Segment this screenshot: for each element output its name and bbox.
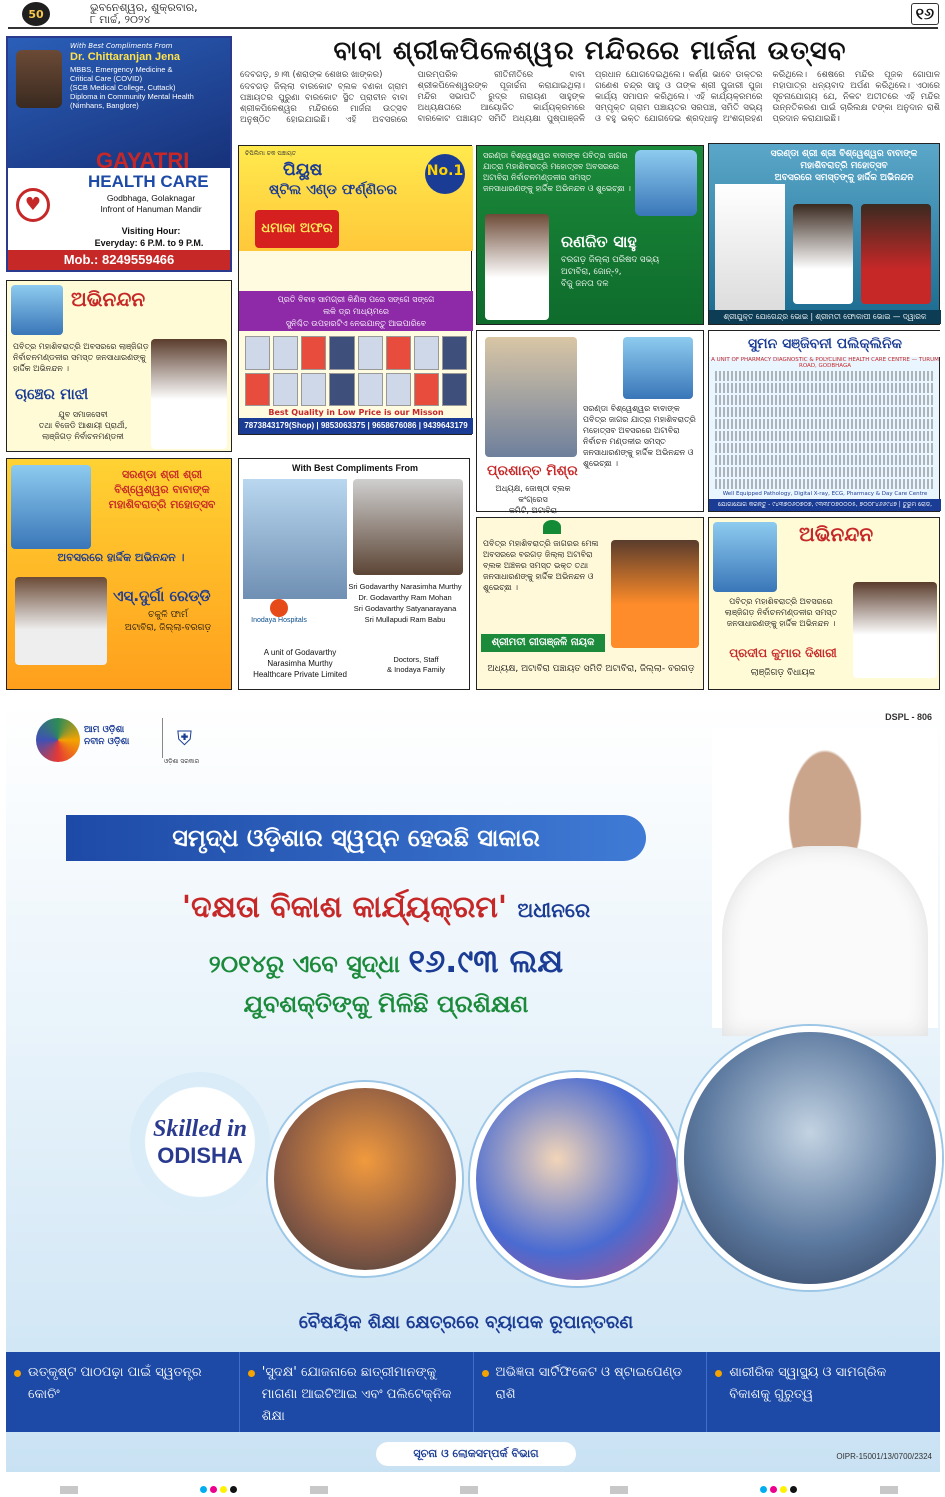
inodaya-heading: With Best Compliments From [292,463,418,473]
news-body [240,70,940,140]
doctor-qual: (Nimhans, Banglore) [70,101,139,110]
designation-line: ଲାଞ୍ଜିଗଡ଼ ନିର୍ବାଚନମଣ୍ଡଳୀ [42,432,124,441]
feature-text: 'ସୁଦକ୍ଷ' ଯୋଜନାରେ ଛାତ୍ରୀମାନଙ୍କୁ ମାଗଣା ଆଇଟିଆଇ ଏବଂ ପଲିଟେକ୍ନିକ ଶିକ୍ଷା [261,1365,452,1424]
black-dot [230,1486,237,1493]
durga-name: ଏସ୍.ଦୁର୍ଗା ରେଡ୍ଡି [113,587,211,605]
product-image [414,373,439,407]
product-image [245,336,270,370]
ranjit-message: ସରଣ୍ଡା ବିଶ୍ୱେଶ୍ୱର ବାବାଙ୍କ ପବିତ୍ର ଜାଗର ଯାତ୍ରା ମହାଶିବରାତ୍ରି ମହୋତ୍ସବ ଅବସରରେ ଅଟାବିରା ନିର୍ବାଚନମଣ୍ଡଳୀର ସମସ୍ତ ଜନସାଧାରଣଙ୍କୁ ହାର୍ଦ୍ଦିକ ଅଭିନନ୍ଦନ ଓ ଶୁଭେଚ୍ଛା । [483,151,631,193]
doctor-photo [16,50,62,108]
heart-logo-icon: ♥ [16,188,50,222]
registration-mark [60,1486,78,1494]
page-number: ୧୬ [911,3,939,25]
inodaya-unit-line: Narasimha Murthy [267,659,333,668]
durga-message-2: ଅବସରରେ ହାର୍ଦ୍ଦିକ ଅଭିନନ୍ଦନ । [57,551,185,564]
feature-text: ଶାରୀରିକ ସ୍ୱାସ୍ଥ୍ୟ ଓ ସାମଗ୍ରିକ ବିକାଶକୁ ଗୁରୁତ୍ୱ [729,1365,887,1402]
couple-photo-wife [861,204,931,304]
designation-line: ଅଟାବିରା, ଜୋନ୍-୨, [561,267,622,277]
clinic-contact: ଯୋଗାଯୋଗ କରନ୍ତୁ - ୯୪୩୭୦୬୦୭୦୭, ୯୩୩୮୦୭୦୦୦୫, ୭୦୦୮୪୬୬୯୪୭ | ତୁରୁମ ରୋଡ, [709,499,941,511]
inodaya-logo [249,599,309,639]
doctor-list-row [715,431,935,441]
bullet-icon [482,1370,489,1377]
clinic-mobile: Mob.: 8249559466 [8,250,230,270]
furniture-title: ପିୟୁଷ [283,160,323,180]
product-image [442,336,467,370]
inodaya-unit-line: A unit of Godavarthy [263,648,337,657]
ranjit-designation [561,254,701,290]
product-image [273,373,298,407]
temple-image [715,184,785,312]
doctor-qual: (SCB Medical College, Cuttack) [70,83,176,92]
temple-heading [749,148,939,184]
lucky-draw-line: ପ୍ରତି ବିବାହ ସାମଗ୍ରୀ କିଣିଲା ପରେ ସଙ୍ଗେ ସଙ୍ଗେ [277,295,435,304]
lucky-draw-band [239,291,473,331]
furniture-location: ଚିପିଲିମା ଚକ ପଞ୍ଚାୟତ [245,150,297,157]
transform-heading: ବୈଷୟିକ ଶିକ୍ଷା କ୍ଷେତ୍ରରେ ବ୍ୟାପକ ରୂପାନ୍ତରଣ [298,1312,634,1333]
pradip-message: ପବିତ୍ର ମହାଶିବରାତ୍ରି ଅବସରରେ ଲାଞ୍ଜିଗଡ଼ ନିର୍ବାଚନମଣ୍ଡଳୀର ସମସ୍ତ ଜନସାଧାରଣଙ୍କୁ ହାର୍ଦ୍ଦିକ ଅଭିନନ୍ଦନ । [724,597,838,628]
product-grid [245,336,467,406]
durga-designation [107,609,229,635]
lucky-draw-line: ଲକି ଡ୍ର ମାଧ୍ୟମରେ [323,307,389,316]
inodaya-name: Sri Godavarthy Narasimha Murthy [348,582,462,591]
party-logo-icon [543,520,561,534]
doctor-list-row [715,371,935,381]
chancher-designation [13,409,153,442]
dateline [90,2,198,26]
clinic-address-line: Infront of Hanuman Mandir [100,204,202,214]
product-image [329,373,354,407]
masthead-strip [0,0,945,28]
ad-durga-reddy [6,458,232,690]
ranjit-photo [485,214,549,320]
shiva-image [635,150,697,216]
brand-text [84,724,129,748]
product-image [386,336,411,370]
header-rule [8,27,938,29]
clinic-address [68,193,234,215]
designation-line: ଯୁବ ସମାଜସେବୀ [58,410,108,419]
feature-text: ଉତ୍କୃଷ୍ଟ ପାଠପଢ଼ା ପାଇଁ ସ୍ୱତନ୍ତ୍ର କୋଚିଂ [28,1365,202,1402]
ad-prasant-mishra [476,330,704,515]
prasant-designation [485,483,581,516]
scheme-headline [66,890,706,925]
shiva-image [11,285,63,335]
training-photo-2 [470,1072,684,1286]
ama-odisha-brand [36,712,226,768]
registration-mark [880,1486,898,1494]
feature-item [6,1352,240,1432]
furniture-phones: 7873843179(Shop) | 9853063375 | 9658676086 | 9439643179 [239,418,473,434]
gitanjali-photo [611,540,699,648]
prasant-message: ସରଣ୍ଡା ବିଶ୍ୱେଶ୍ୱର ବାବାଙ୍କ ପବିତ୍ର ଜାଗର ଯାତ୍ରା ମହାଶିବରାତ୍ରି ମହୋତ୍ସବ ଅବସରରେ ଅଟାବିରା ନିର୍ବାଚନ ମଣ୍ଡଳୀର ସମସ୍ତ ଜନସାଧାରଣଙ୍କୁ ହାର୍ଦ୍ଦିକ ଅଭିନନ୍ଦନ ଓ ଶୁଭେଚ୍ଛା । [583,404,696,468]
scheme-line3: ଯୁବଶକ୍ତିଙ୍କୁ ମିଳିଛି ପ୍ରଶିକ୍ଷଣ [243,990,529,1018]
clinic-name-line1: GAYATRI [96,148,190,173]
training-photo-3 [678,1026,942,1290]
visiting-hour-label: Visiting Hour: [121,226,181,236]
clinic-address-line: Godbhaga, Golaknagar [106,193,196,203]
clinic-subtitle: A UNIT OF PHARMACY DIAGNOSTIC & POLYCLINIC HEALTH CARE CENTRE — TURUM ROAD, GODBHAGA [711,357,939,369]
brand-line: ନବୀନ ଓଡ଼ିଶା [84,737,130,747]
prasant-name: ପ୍ରଶାନ୍ତ ମିଶ୍ର [487,463,578,479]
inodaya-logo-text: Inodaya Hospitals [251,617,307,624]
inodaya-name: Sri Godavarthy Satyanarayana [353,604,457,613]
gitanjali-name: ଶ୍ରୀମତୀ ଗୀତାଞ୍ଜଳି ନାୟକ [481,634,605,652]
doctor-compliments: With Best Compliments From [70,42,173,50]
no1-badge: No.1 [425,154,465,194]
gitanjali-designation: ଅଧ୍ୟକ୍ଷ, ଅଟାବିରା ପଞ୍ଚାୟତ ସମିତି ଅଟାବିରା, ଜିଲ୍ଲା- ବରଗଡ଼ [487,664,695,674]
doctor-list-row [715,407,935,417]
scheme-name: 'ଦକ୍ଷତା ବିକାଶ କାର୍ଯ୍ୟକ୍ରମ' [181,890,508,925]
designation-line: ଅଟାବିରା, ଜିଲ୍ଲା-ବରଗଡ଼ [124,623,212,633]
doctor-qual: Critical Care (COVID) [70,74,143,83]
scheme-under: ଅଧୀନରେ [517,898,591,922]
chancher-message: ପବିତ୍ର ମହାଶିବରାତ୍ରି ଅବସରରେ ଲାଞ୍ଜିଗଡ଼ ନିର୍ବାଚନମଣ୍ଡଳୀର ସମସ୍ତ ଜନସାଧାରଣଙ୍କୁ ହାର୍ଦ୍ଦିକ ଅଭିନନ୍ଦନ । [13,342,149,373]
chancher-name: ଚାଞ୍ଚେର ମାଝୀ [15,385,89,403]
designation-line: ଅଧ୍ୟକ୍ଷ, ଜୋଷ୍ଠୀ ବ୍ଲକ କଂଗ୍ରେସ [495,484,571,504]
doctor-list-row [715,467,935,477]
gov-banner: ସମୃଦ୍ଧ ଓଡ଼ିଶାର ସ୍ୱପ୍ନ ହେଉଛି ସାକାର [66,815,646,861]
govt-label: ଓଡ଼ିଶା ସରକାର [164,758,200,765]
feature-item [474,1352,708,1432]
ad-pradip-kumar-dishari [708,517,940,690]
ad-chancher-majhi [6,280,232,452]
feature-item [707,1352,940,1432]
inodaya-unit [239,647,361,680]
clinic-services: Well Equipped Pathology, Digital X-ray, ECG, Pharmacy & Day Care Centre [722,491,928,497]
cmyk-dots [200,1486,237,1493]
ad-gayatri-health-care [6,36,232,272]
clinic-name-line2: HEALTH CARE [88,172,209,191]
cyan-dot [200,1486,207,1493]
doctor-qual: MBBS, Emergency Medicine & [70,65,173,74]
durga-message: ସରଣ୍ଡା ଶ୍ରୀ ଶ୍ରୀ ବିଶ୍ୱେଶ୍ୱର ବାବାଙ୍କ ମହାଶିବରାତ୍ରି ମହୋତ୍ସବ [108,468,216,511]
bullet-icon [248,1370,255,1377]
scheme-figure-line [66,942,706,981]
couple-photo-husband [793,204,853,304]
doctor-list-row [715,455,935,465]
registration-mark [310,1486,328,1494]
scheme-figure: ୧୬.୯୩ ଲକ୍ଷ [408,942,564,980]
dhamaka-offer: ଧମାକା ଅଫର [255,210,339,248]
yellow-dot [780,1486,787,1493]
lucky-draw-line: ସୁନିଶ୍ଚିତ ଉପହାରଟିଏ ନେଇଯାନ୍ତୁ ଆଇପାରିବେ [285,319,427,328]
furniture-subtitle: ଷ୍ଟିଲ ଏଣ୍ଡ ଫର୍ଣ୍ଣିଚର [269,182,397,198]
ad-temple-committee [708,143,940,325]
ad-gitanjali-nayak [476,517,704,690]
inodaya-unit-line: Healthcare Private Limited [253,670,347,679]
clinic-title: ସୁମନ ସଞ୍ଜିବନୀ ପଲିକ୍ଲିନିକ [709,331,941,357]
ad-suman-sanjeevani-polyclinic [708,330,940,512]
doctor-list-row [715,383,935,393]
temple-heading-line: ମହାଶିବରାତ୍ରି ମହୋତ୍ସବ [800,161,888,171]
product-image [301,336,326,370]
product-image [245,373,270,407]
bullet-icon [715,1370,722,1377]
furniture-tagline: Best Quality in Low Price is our Misson [268,408,444,417]
cmyk-dots [760,1486,797,1493]
product-image [273,336,298,370]
pradip-name: ପ୍ରଦୀପ କୁମାର ଦିଶାରୀ [729,646,837,660]
ad-skilled-in-odisha [6,702,940,1472]
doctor-list [715,371,935,491]
scheme-since: ୨୦୧୪ରୁ ଏବେ ସୁଦ୍ଧା [208,950,401,978]
prasant-photo [485,337,577,457]
news-byline: ଦେବଗଡ଼, ୭।୩ (ଶରାଙ୍କ ଶେଖର ଖାଙ୍କର) [240,70,383,80]
skilled-in-text: Skilled in [152,1115,248,1142]
cyan-dot [760,1486,767,1493]
training-photo-1 [268,1082,462,1276]
chancher-photo [151,339,227,449]
feature-text: ଅଭିଜ୍ଞତା ସାର୍ଟିଫିକେଟ ଓ ଷ୍ଟାଇପେଣ୍ଡ ରାଶି [495,1365,683,1402]
durga-photo [15,577,107,665]
inodaya-doctors-line: Doctors, Staff [393,655,439,664]
ranjit-name: ରଣଜିତ ସାହୁ [561,232,637,251]
inodaya-name: Dr. Godavarthy Ram Mohan [358,593,452,602]
anniversary-logo: 50 [22,2,50,26]
inodaya-name: Sri Mullapudi Ram Babu [364,615,446,624]
ad-piyush-furniture [238,145,472,435]
pradip-photo [853,582,937,678]
temple-heading-line: ସରଣ୍ଡା ଶ୍ରୀ ଶ୍ରୀ ବିଶ୍ୱେଶ୍ୱର ବାବାଙ୍କ [770,149,918,159]
dateline-date: ୮ ମାର୍ଚ୍ଚ, ୨୦୨୪ [90,13,151,26]
department-label: ସୂଚନା ଓ ଲୋକସମ୍ପର୍କ ବିଭାଗ [376,1442,576,1466]
shiva-image [713,522,777,592]
inodaya-logo-icon [270,599,288,617]
bullet-icon [14,1370,21,1377]
product-image [329,336,354,370]
black-dot [790,1486,797,1493]
designation-line: ବରଗଡ଼ ଜିଲ୍ଲା ପରିଷଦ ସଭ୍ୟ [561,255,660,265]
registration-mark [610,1486,628,1494]
designation-line: ତଥା ବିଜେଡି ଆଶାୟୀ ପ୍ରାର୍ଥୀ, [38,421,128,430]
registration-mark [460,1486,478,1494]
doctor-qual: Diploma in Community Mental Health [70,92,194,101]
news-headline: ବାବା ଶ୍ରୀକପିଳେଶ୍ୱର ମନ୍ଦିରରେ ମାର୍ଜନା ଉତ୍ସବ [333,36,847,66]
visiting-hour-timing: Everyday: 6 P.M. to 9 P.M. [94,238,204,248]
pradip-designation: ଲାଞ୍ଜିଗଡ଼ ବିଧାୟକ [750,668,816,678]
shiva-image [11,465,91,549]
brand-line: ଆମ ଓଡ଼ିଶା [84,725,125,735]
abhinandan-title: ଅଭିନନ୍ଦନ [799,522,874,546]
ad-ranjit-sahu [476,145,704,325]
product-image [442,373,467,407]
cm-figure [722,846,928,1036]
inodaya-doctors [361,655,471,675]
designation-line: ଚକୁଳି ଫାର୍ମ [148,610,188,620]
yellow-dot [220,1486,227,1493]
product-image [301,373,326,407]
doctor-list-row [715,419,935,429]
designation-line: କମିଟି, ଅଟାବିରା [508,506,558,515]
doctor-list-row [715,395,935,405]
doctor-list-row [715,479,935,489]
chief-minister-photo [712,728,938,1028]
odisha-emblem-icon: ⛨ [162,718,206,758]
ama-odisha-logo-icon [36,718,80,762]
dspl-code: DSPL - 806 [885,712,932,722]
founder-photo [353,479,463,575]
shiva-image [623,337,693,399]
print-registration-strip [0,1484,945,1497]
product-image [414,336,439,370]
news-text: ଦେବଗଡ଼ ଜିଲ୍ଲା ବାରକୋଟ ବ୍ଲକ ବଣକା ଗ୍ରାମ ପଞ୍ଚାୟତର ପୁରୁଣା ବାରକୋଟ ସ୍ଥିତ ପ୍ରାଚୀନ ବାବା ଶ୍ରୀକପିଳେଶ୍ୱର ମନ୍ଦିରରେ ମାର୍ଜନା ଉତ୍ସବ ଅନୁଷ୍ଠିତ ହୋଇଯାଇଛି। ଏହି ଅବସରରେ ପାରମ୍ପରିକ ରୀତିନୀତିରେ ବାବା ଶ୍ରୀକପିଳେଶ୍ୱରଙ୍କ ପୂଜାର୍ଚ୍ଚନା କରାଯାଇଥିଲା। ମନ୍ଦିର ସଭାପତି ରୁଦ୍ର ନାରାୟଣ ସାହୁଙ୍କ ଅଧ୍ୟକ୍ଷତାରେ ଆୟୋଜିତ କାର୍ଯ୍ୟକ୍ରମରେ ବାରକୋଟ ପଞ୍ଚାୟତ ସମିତି ଅଧ୍ୟକ୍ଷା ପୁଷ୍ପାଞ୍ଜଳି ପ୍ରଧାନ ଯୋଗଦେଇଥିଲେ। କର୍ଣ୍ଣ ଭାବେ ଡାକ୍ତର ଗଣେଶ ଚନ୍ଦ୍ର ସାହୁ ଓ ତାଙ୍କ ଶ୍ରୀ ପୁଜାରୀ ପୁଜା କାର୍ଯ୍ୟ ସମାପନ କରିଥିଲେ। ଏହି କାର୍ଯ୍ୟକ୍ରମରେ ସମ୍ପୃକ୍ତ ଗ୍ରାମ ପଞ୍ଚାୟତର ସରପଞ୍ଚ, ସମିତି ସଭ୍ୟ ଓ ବହୁ ଭକ୍ତ ଯୋଗଦେଇ ଶ୍ରଦ୍ଧାଳୁ ଅଂଶଗ୍ରହଣ କରିଥିଲେ। ଶେଷରେ ମନ୍ଦିର ପୂଜକ ଗୋପାଳ ମହାପାତ୍ର ଧନ୍ୟବାଦ ଅର୍ପଣ କରିଥିଲେ। ଏଠାରେ ସୂଚନାଯୋଗ୍ୟ ଯେ, ନିକଟ ଅତୀତରେ ଏହି ମନ୍ଦିର ଉନ୍ନତିକରଣ ପାଇଁ ଚାରିଲକ୍ଷ ଟଙ୍କା ଅନୁଦାନ ରାଶି ପ୍ରଦାନ କରାଯାଇଛି। [240,70,940,125]
odisha-text: ODISHA [157,1142,243,1168]
temple-heading-line: ଅବସରରେ ସମସ୍ତଙ୍କୁ ହାର୍ଦ୍ଦିକ ଅଭିନନ୍ଦନ [774,173,914,183]
hospital-building-image [243,479,347,599]
abhinandan-title: ଅଭିନନ୍ଦନ [71,287,146,311]
magenta-dot [210,1486,217,1493]
product-image [358,373,383,407]
product-image [386,373,411,407]
feature-item [240,1352,474,1432]
oipr-code: OIPR-15001/13/0700/2324 [836,1452,932,1461]
temple-caption: ଶ୍ରୀଯୁକ୍ତ ଯୋଗେନ୍ଦ୍ର ଭୋଇ | ଶ୍ରୀମତୀ ଫୋକାପୀ ଭୋଇ — ଦ୍ୱାରକ [709,310,941,324]
inodaya-doctors-line: & Inodaya Family [387,665,445,674]
gitanjali-message: ପବିତ୍ର ମହାଶିବରାତ୍ରି ଜାଗରର ମେଳା ଅବସରରେ ବରଗଡ଼ ଜିଲ୍ଲା ଅଟାବିରା ବ୍ଲକ ଅଞ୍ଚଳର ସମସ୍ତ ଭକ୍ତ ତଥା ଜନସାଧାରଣଙ୍କୁ ହାର୍ଦ୍ଦିକ ଅଭିନନ୍ଦନ ଓ ଶୁଭେଚ୍ଛା । [483,539,599,592]
doctor-name: Dr. Chittaranjan Jena [70,51,181,63]
inodaya-names [343,581,467,625]
feature-band [6,1352,940,1432]
doctor-list-row [715,443,935,453]
dateline-place: ଭୁବନେଶ୍ୱର, ଶୁକ୍ରବାର, [90,1,198,14]
doctor-qualifications [70,65,228,110]
skilled-in-odisha-logo [130,1072,270,1212]
magenta-dot [770,1486,777,1493]
designation-line: ବିଜୁ ଜନତା ଦଳ [561,279,609,289]
product-image [358,336,383,370]
ad-inodaya-hospitals [238,458,470,690]
